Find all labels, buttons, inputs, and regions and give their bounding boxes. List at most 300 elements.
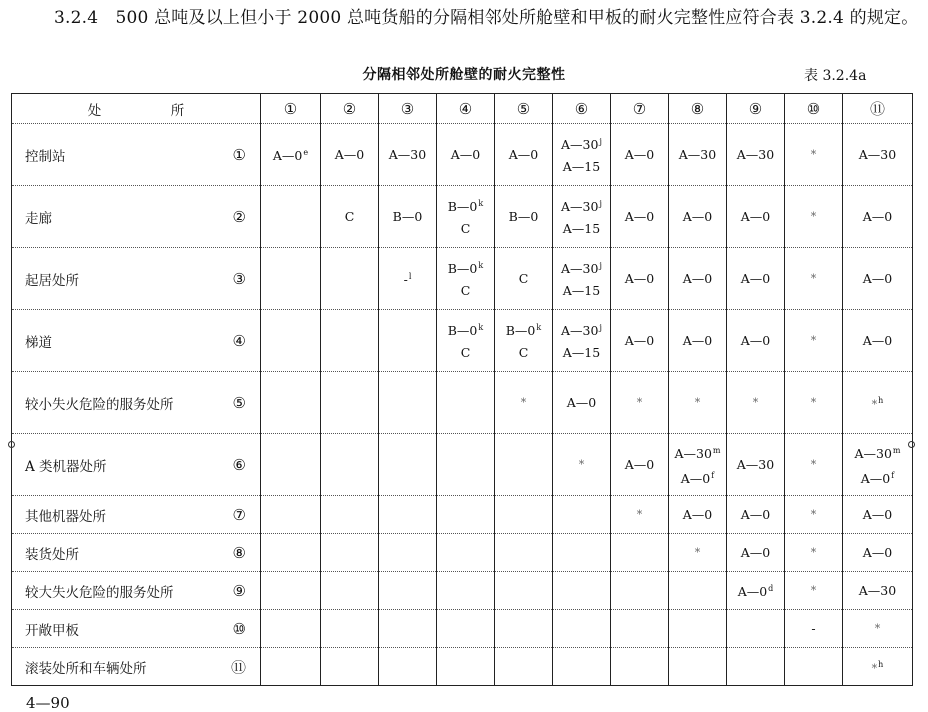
table-cell	[495, 186, 553, 248]
cell-value	[553, 193, 610, 218]
cell-value	[437, 193, 494, 218]
row-label-number: ⑧	[232, 543, 246, 562]
cell-value-text: *	[810, 396, 817, 409]
table-cell	[321, 496, 379, 534]
table-cell	[261, 186, 321, 248]
cell-value	[379, 206, 436, 228]
cell-value-text: *	[694, 546, 701, 559]
table-cell	[321, 534, 379, 572]
cell-value-text: *	[752, 396, 759, 409]
cell-value	[843, 542, 912, 564]
cell-value	[727, 391, 784, 414]
cell-value	[785, 579, 842, 602]
cell-value-text: B—0	[505, 323, 536, 338]
cell-value	[611, 268, 668, 290]
cell-value	[785, 618, 842, 640]
row-label-text: 较小失火危险的服务处所	[25, 396, 174, 413]
cell-value-text: A—30	[854, 445, 892, 461]
footnote-marker: e	[303, 148, 309, 157]
header-row	[12, 94, 913, 124]
footnote-marker: f	[711, 470, 715, 480]
row-label-text: 开敞甲板	[25, 622, 79, 639]
table-cell	[785, 496, 843, 534]
cell-value	[843, 206, 912, 228]
cell-value	[495, 268, 552, 290]
column-header: ③	[379, 94, 437, 124]
cell-value	[843, 617, 912, 640]
column-header: ②	[321, 94, 379, 124]
cell-value	[495, 317, 552, 342]
table-cell	[495, 610, 553, 648]
row-label-number: ⑨	[232, 581, 246, 600]
table-cell	[495, 572, 553, 610]
cell-value	[669, 465, 726, 490]
table-cell	[611, 534, 669, 572]
cell-value	[437, 255, 494, 280]
table-cell	[843, 310, 913, 372]
cell-value-text: A—0	[680, 470, 711, 486]
cell-value-text: A—0	[862, 506, 893, 522]
cell-value-text: *	[810, 458, 817, 471]
table-cell	[727, 496, 785, 534]
footnote-marker: d	[768, 584, 774, 593]
cell-value	[669, 541, 726, 564]
column-header: ⑩	[785, 94, 843, 124]
cell-value-text: *	[694, 396, 701, 409]
table-cell	[669, 496, 727, 534]
table-row	[12, 610, 913, 648]
cell-value	[553, 342, 610, 364]
cell-value-text: -	[811, 620, 816, 636]
cell-value-text: A—30	[674, 445, 712, 461]
fire-integrity-table-container	[11, 93, 912, 686]
cell-value	[553, 392, 610, 414]
row-label	[12, 648, 261, 686]
cell-value	[843, 390, 912, 416]
table-cell	[785, 610, 843, 648]
header-label: 处 所	[12, 94, 261, 124]
cell-value	[669, 144, 726, 166]
column-header: ④	[437, 94, 495, 124]
table-cell	[611, 572, 669, 610]
table-cell	[843, 610, 913, 648]
table-cell	[669, 310, 727, 372]
table-cell	[611, 496, 669, 534]
table-cell	[843, 648, 913, 686]
table-row	[12, 310, 913, 372]
cell-value	[785, 143, 842, 166]
footnote-marker: j	[599, 137, 602, 146]
cell-value-text: B—0	[392, 208, 423, 224]
table-cell	[843, 248, 913, 310]
table-cell	[785, 186, 843, 248]
table-cell	[727, 434, 785, 496]
cell-value-text: *	[810, 546, 817, 559]
table-cell	[553, 496, 611, 534]
row-label-text: 控制站	[25, 148, 66, 165]
cell-value-text: *	[810, 584, 817, 597]
cell-value	[553, 255, 610, 280]
row-label	[12, 610, 261, 648]
cell-value	[843, 654, 912, 680]
cell-value-text: A—0	[740, 544, 771, 560]
table-row	[12, 124, 913, 186]
table-cell	[785, 572, 843, 610]
cell-value	[553, 317, 610, 342]
row-label-number: ⑥	[232, 455, 246, 474]
cell-value	[495, 391, 552, 414]
footnote-marker: l	[408, 272, 412, 281]
table-cell	[553, 124, 611, 186]
footnote-marker: k	[478, 261, 484, 270]
cell-value	[437, 317, 494, 342]
cell-value-text: *	[520, 396, 527, 409]
table-cell	[843, 572, 913, 610]
table-cell	[261, 610, 321, 648]
row-label	[12, 534, 261, 572]
table-cell	[379, 372, 437, 434]
table-cell	[437, 648, 495, 686]
table-cell	[379, 572, 437, 610]
cell-value	[321, 144, 378, 166]
table-cell	[321, 434, 379, 496]
cell-value-text: A—30	[858, 582, 897, 598]
cell-value-text: A—0	[682, 506, 713, 522]
table-row	[12, 434, 913, 496]
table-cell	[261, 124, 321, 186]
cell-value-text: A—0	[272, 148, 303, 163]
table-cell	[611, 372, 669, 434]
table-cell	[379, 124, 437, 186]
table-cell	[843, 534, 913, 572]
cell-value	[727, 454, 784, 476]
row-label	[12, 496, 261, 534]
table-cell	[611, 124, 669, 186]
cell-value	[785, 329, 842, 352]
table-cell	[261, 534, 321, 572]
cell-value	[727, 330, 784, 352]
table-cell	[553, 186, 611, 248]
table-number: 表 3.2.4a	[804, 68, 867, 84]
footnote-marker: f	[891, 470, 895, 480]
row-label-text: 梯道	[25, 334, 52, 351]
cell-value-text: A—0	[508, 146, 539, 162]
cell-value-text: A—0	[862, 544, 893, 560]
cell-value	[843, 504, 912, 526]
cell-value-text: A—0	[862, 208, 893, 224]
table-body	[12, 124, 913, 686]
row-label-number: ⑩	[232, 619, 246, 638]
table-cell	[261, 434, 321, 496]
table-cell	[727, 248, 785, 310]
table-cell	[437, 372, 495, 434]
cell-value-text: A—30	[736, 456, 775, 472]
row-label-number: ①	[232, 145, 246, 164]
footnote-marker: j	[599, 323, 602, 332]
column-header: ⑨	[727, 94, 785, 124]
row-label-number: ⑪	[230, 658, 246, 676]
column-header: ⑧	[669, 94, 727, 124]
table-row	[12, 186, 913, 248]
table-cell	[669, 124, 727, 186]
table-cell	[261, 310, 321, 372]
cell-value-text: *	[578, 458, 585, 471]
column-header: ⑥	[553, 94, 611, 124]
table-cell	[379, 248, 437, 310]
intro-paragraph: 3.2.4 500 总吨及以上但小于 2000 总吨货船的分隔相邻处所舱壁和甲板的耐火完整性应符合表 3.2.4 的规定。	[54, 8, 919, 28]
cell-value-text: *	[810, 334, 817, 347]
cell-value-text: *	[810, 210, 817, 223]
table-cell	[611, 248, 669, 310]
cell-value	[669, 268, 726, 290]
cell-value	[785, 503, 842, 526]
cell-value	[669, 206, 726, 228]
cell-value-text: *	[810, 148, 817, 161]
table-cell	[379, 310, 437, 372]
cell-value	[553, 218, 610, 240]
cell-value	[727, 144, 784, 166]
cell-value-text: A—15	[562, 283, 601, 298]
table-cell	[553, 310, 611, 372]
cell-value	[611, 144, 668, 166]
table-cell	[437, 186, 495, 248]
table-cell	[669, 610, 727, 648]
cell-value	[843, 330, 912, 352]
table-cell	[261, 572, 321, 610]
cell-value	[553, 453, 610, 476]
cell-value	[611, 454, 668, 476]
table-row	[12, 534, 913, 572]
table-title: 分隔相邻处所舱壁的耐火完整性	[362, 67, 566, 83]
cell-value	[843, 465, 912, 490]
binding-hole-icon	[908, 441, 915, 448]
table-cell	[611, 186, 669, 248]
table-cell	[669, 572, 727, 610]
table-cell	[843, 186, 913, 248]
footnote-marker: m	[712, 445, 721, 455]
table-cell	[611, 434, 669, 496]
table-cell	[611, 610, 669, 648]
table-cell	[553, 434, 611, 496]
cell-value-text: B—0	[508, 208, 539, 224]
cell-value	[611, 330, 668, 352]
cell-value	[437, 280, 494, 302]
cell-value-text: A—30	[561, 261, 599, 276]
table-cell	[437, 310, 495, 372]
cell-value	[843, 440, 912, 465]
table-cell	[727, 610, 785, 648]
column-header: ⑦	[611, 94, 669, 124]
table-cell	[379, 534, 437, 572]
row-label-text: 装货处所	[25, 546, 79, 563]
cell-value-text: B—0	[447, 199, 478, 214]
cell-value-text: *	[810, 272, 817, 285]
table-cell	[553, 648, 611, 686]
row-label-number: ②	[232, 207, 246, 226]
table-cell	[321, 572, 379, 610]
footnote-marker: k	[536, 323, 542, 332]
table-cell	[495, 372, 553, 434]
cell-value	[843, 144, 912, 166]
cell-value-text: *	[636, 396, 643, 409]
footnote-marker: h	[878, 659, 884, 669]
cell-value	[785, 391, 842, 414]
table-cell	[785, 372, 843, 434]
table-cell	[495, 648, 553, 686]
table-cell	[785, 648, 843, 686]
table-cell	[669, 534, 727, 572]
table-cell	[727, 372, 785, 434]
table-cell	[321, 310, 379, 372]
table-cell	[437, 496, 495, 534]
cell-value-text: A—30	[678, 146, 717, 162]
table-cell	[261, 496, 321, 534]
table-cell	[843, 434, 913, 496]
cell-value-text: A—0	[624, 146, 655, 162]
table-cell	[379, 610, 437, 648]
table-cell	[553, 610, 611, 648]
cell-value-text: *	[810, 508, 817, 521]
table-row	[12, 572, 913, 610]
cell-value	[727, 206, 784, 228]
table-cell	[785, 310, 843, 372]
cell-value-text: A—0	[682, 270, 713, 286]
cell-value	[785, 453, 842, 476]
cell-value	[727, 578, 784, 603]
table-cell	[669, 186, 727, 248]
table-cell	[785, 434, 843, 496]
table-cell	[321, 124, 379, 186]
table-cell	[611, 310, 669, 372]
table-cell	[495, 124, 553, 186]
cell-value-text: A—30	[561, 199, 599, 214]
table-cell	[669, 648, 727, 686]
table-cell	[437, 434, 495, 496]
table-cell	[495, 248, 553, 310]
cell-value-text: B—0	[447, 261, 478, 276]
table-cell	[785, 248, 843, 310]
cell-value	[669, 391, 726, 414]
cell-value	[669, 504, 726, 526]
row-label-number: ③	[232, 269, 246, 288]
cell-value-text: A—0	[334, 146, 365, 162]
cell-value	[727, 504, 784, 526]
cell-value-text: A—0	[740, 332, 771, 348]
cell-value	[437, 218, 494, 240]
cell-value	[843, 580, 912, 602]
table-row	[12, 372, 913, 434]
cell-value	[553, 131, 610, 156]
cell-value	[379, 144, 436, 166]
cell-value-text: C	[460, 221, 471, 236]
row-label	[12, 310, 261, 372]
table-cell	[843, 372, 913, 434]
table-cell	[727, 534, 785, 572]
cell-value-text: A—0	[624, 208, 655, 224]
table-cell	[379, 648, 437, 686]
table-cell	[379, 186, 437, 248]
cell-value	[611, 503, 668, 526]
cell-value-text: C	[460, 283, 471, 298]
table-cell	[437, 124, 495, 186]
cell-value-text: B—0	[447, 323, 478, 338]
cell-value-text: C	[460, 345, 471, 360]
table-row	[12, 496, 913, 534]
table-cell	[437, 610, 495, 648]
cell-value-text: A—0	[862, 332, 893, 348]
row-label	[12, 248, 261, 310]
cell-value-text: A—0	[737, 584, 768, 599]
cell-value	[843, 268, 912, 290]
row-label-text: 滚装处所和车辆处所	[25, 660, 147, 677]
table-cell	[437, 572, 495, 610]
row-label-number: ⑦	[232, 505, 246, 524]
table-cell	[553, 248, 611, 310]
cell-value	[611, 206, 668, 228]
table-row	[12, 248, 913, 310]
table-cell	[611, 648, 669, 686]
table-cell	[727, 186, 785, 248]
row-label-text: 其他机器处所	[25, 508, 106, 525]
cell-value-text: A—0	[860, 470, 891, 486]
row-label-text: A 类机器处所	[25, 458, 107, 475]
table-cell	[553, 534, 611, 572]
cell-value	[785, 267, 842, 290]
cell-value	[553, 156, 610, 178]
table-cell	[495, 496, 553, 534]
row-label	[12, 434, 261, 496]
cell-value-text: *	[871, 661, 878, 675]
cell-value-text: A—30	[561, 137, 599, 152]
table-cell	[843, 496, 913, 534]
footnote-marker: k	[478, 199, 484, 208]
table-cell	[495, 534, 553, 572]
cell-value	[553, 280, 610, 302]
column-header: ①	[261, 94, 321, 124]
cell-value-text: A—30	[858, 146, 897, 162]
row-label	[12, 186, 261, 248]
cell-value-text: A—30	[388, 146, 427, 162]
table-cell	[321, 248, 379, 310]
cell-value-text: *	[636, 508, 643, 521]
table-cell	[727, 572, 785, 610]
column-header: ⑤	[495, 94, 553, 124]
table-cell	[321, 648, 379, 686]
cell-value	[379, 266, 436, 291]
cell-value-text: C	[518, 270, 529, 286]
row-label-number: ④	[232, 331, 246, 350]
cell-value-text: C	[344, 208, 355, 224]
cell-value	[785, 205, 842, 228]
footnote-marker: j	[599, 199, 602, 208]
table-cell	[495, 310, 553, 372]
row-label-text: 走廊	[25, 210, 52, 227]
cell-value-text: A—0	[566, 394, 597, 410]
table-cell	[669, 372, 727, 434]
table-cell	[261, 648, 321, 686]
cell-value-text: A—0	[624, 456, 655, 472]
table-cell	[785, 534, 843, 572]
table-cell	[261, 372, 321, 434]
cell-value-text: A—30	[561, 323, 599, 338]
cell-value-text: *	[874, 622, 881, 635]
cell-value	[669, 330, 726, 352]
cell-value	[261, 142, 320, 167]
table-cell	[727, 124, 785, 186]
row-label	[12, 124, 261, 186]
cell-value	[495, 342, 552, 364]
cell-value	[437, 342, 494, 364]
